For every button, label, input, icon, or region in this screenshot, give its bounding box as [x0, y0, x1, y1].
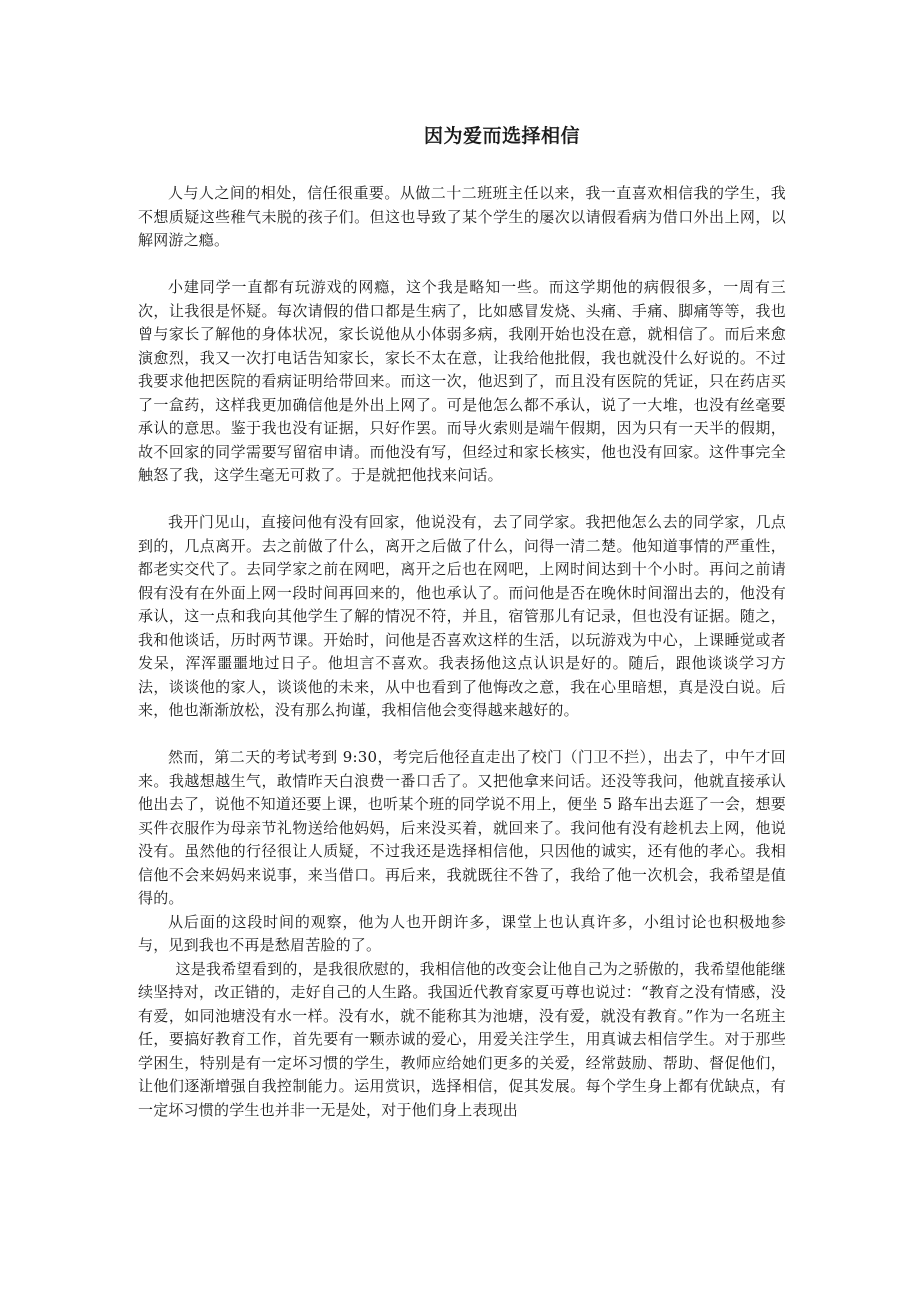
document-title: 因为爱而选择相信	[423, 125, 580, 147]
paragraph-1: 人与人之间的相处，信任很重要。从做二十二班班主任以来，我一直喜欢相信我的学生，我不想质疑这些稚气未脱的孩子们。但这也导致了某个学生的屡次以请假看病为借口外出上网，以解网游之瘾。	[138, 184, 786, 249]
paragraph-2: 小建同学一直都有玩游戏的网瘾，这个我是略知一些。而这学期他的病假很多，一周有三次，让我很是怀疑。每次请假的借口都是生病了，比如感冒发烧、头痛、手痛、脚痛等等，我也曾与家长了解他的身体状况，家长说他从小体弱多病，我刚开始也没在意，就相信了。而后来愈演愈烈，我又一次打电话告知家长，家长不太在意，让我给他批假，我也就没什么好说的。不过我要求他把医院的看病证明给带回来。而这一次，他迟到了，而且没有医院的凭证，只在药店买了一盒药，这样我更加确信他是外出上网了。可是他怎么都不承认，说了一大堆，也没有丝毫要承认的意思。鉴于我也没有证据，只好作罢。而导火索则是端午假期，因为只有一天半的假期，故不回家的同学需要写留宿申请。而他没有写，但经过和家长核实，他也没有回家。这件事完全触怒了我，这学生毫无可救了。于是就把他找来问话。	[138, 278, 786, 484]
paragraph-3: 我开门见山，直接问他有没有回家，他说没有，去了同学家。我把他怎么去的同学家，几点到的，几点离开。去之前做了什么，离开之后做了什么，问得一清二楚。他知道事情的严重性，都老实交代了。去同学家之前在网吧，离开之后也在网吧，上网时间达到十个小时。再问之前请假有没有在外面上网一段时间再回来的，他也承认了。而问他是否在晚休时间溜出去的，他没有承认，这一点和我向其他学生了解的情况不符，并且，宿管那儿有记录，但也没有证据。随之，我和他谈话，历时两节课。开始时，问他是否喜欢这样的生活，以玩游戏为中心，上课睡觉或者发呆，浑浑噩噩地过日子。他坦言不喜欢。我表扬他这点认识是好的。随后，跟他谈谈学习方法，谈谈他的家人，谈谈他的未来，从中也看到了他悔改之意，我在心里暗想，真是没白说。后来，他也渐渐放松，没有那么拘谨，我相信他会变得越来越好的。	[138, 513, 786, 719]
document-page	[138, 0, 786, 1122]
paragraph-4: 然而，第二天的考试考到 9:30，考完后他径直走出了校门（门卫不拦），出去了，中午才回来。我越想越生气，敢情昨天白浪费一番口舌了。又把他拿来问话。还没等我问，他就直接承认他出去了，说他不知道还要上课，也听某个班的同学说不用上，便坐 5 路车出去逛了一会，想要买件衣服作为母亲节礼物送给他妈妈，后来没买着，就回来了。我问他有没有趁机去上网，他说没有。虽然他的行径很让人质疑，不过我还是选择相信他，只因他的诚实，还有他的孝心。我相信他不会来妈妈来说事，来当借口。再后来，我就既往不咎了，我给了他一次机会，我希望是值得的。	[138, 748, 786, 907]
paragraph-5: 从后面的这段时间的观察，他为人也开朗许多，课堂上也认真许多，小组讨论也积极地参与，见到我也不再是愁眉苦脸的了。	[138, 912, 786, 954]
paragraph-6: 这是我希望看到的，是我很欣慰的，我相信他的改变会让他自己为之骄傲的，我希望他能继续坚持对，改正错的，走好自己的人生路。我国近代教育家夏丏尊也说过：“教育之没有情感，没有爱，如同池塘没有水一样。没有水，就不能称其为池塘，没有爱，就没有教育。”作为一名班主任，要搞好教育工作，首先要有一颗赤诚的爱心，用爱关注学生，用真诚去相信学生。对于那些学困生，特别是有一定坏习惯的学生，教师应给她们更多的关爱，经常鼓励、帮助、督促他们，让他们逐渐增强自我控制能力。运用赏识，选择相信，促其发展。每个学生身上都有优缺点，有一定坏习惯的学生也并非一无是处，对于他们身上表现出	[138, 959, 786, 1119]
document-body	[138, 182, 786, 1122]
